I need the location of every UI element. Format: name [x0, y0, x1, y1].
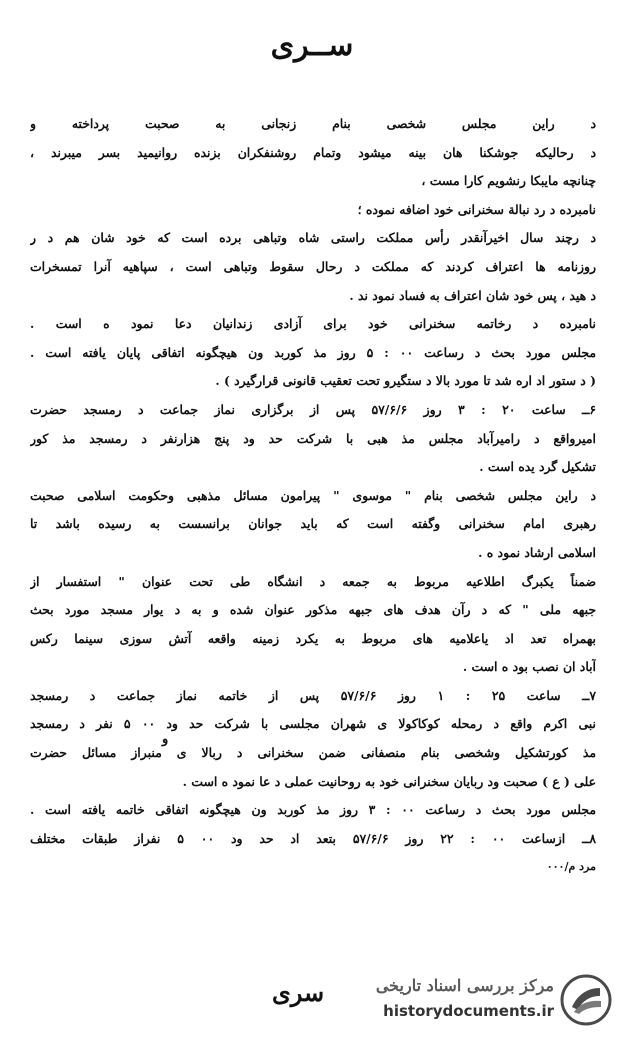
- text-line: د راین مجلس شخصی بنام زنجانی به صحبت پرداخته و: [30, 116, 596, 131]
- text-line: ( د ستور اد اره شد تا مورد بالا د ستگیرو تحت تعقیب قانونی قرارگیرد ) .: [215, 373, 596, 389]
- book-emblem-icon: [560, 974, 612, 1026]
- text-line: امیرواقع د رامیرآباد مجلس مذ هبی با شرکت حد ود پنج هزارنفر د رمسجد مذ کور: [30, 430, 596, 446]
- text-line: ۶ــ ساعت ۲۰ : ۳ روز ۵۷/۶/۶ پس از برگزاری نماز جماعت د رمسجد حضرت: [30, 401, 596, 417]
- text-line: مجلس مورد بحث د رساعت ۰۰ : ۳ روز مذ کوربد ون هیچگونه اتفاقی خاتمه یافته است .: [30, 802, 596, 818]
- text-line: د رچند سال اخیرآنقدر رأس مملکت راستی شاه وتباهی برده است که خود شان هم د ر: [30, 230, 596, 246]
- text-line: روزنامه ها اعتراف کردند که مملکت د رحال سقوط وتباهی است ، سپاهیه آنرا تمسخرات: [30, 258, 596, 274]
- text-line: آباد ان نصب بود ه است .: [462, 659, 596, 675]
- text-line: چنانچه مایبکا رنشویم کارا مست ،: [421, 173, 596, 189]
- text-line: مذ کورتشکیل وشخصی بنام منصفانی ضمن سخنرانی د ربالا ی منبراز مسائل حضرت: [30, 745, 596, 761]
- text-line: اسلامی ارشاد نمود ه .: [478, 544, 596, 560]
- text-line: نامبرده د رد نبالة سخنرانی خود اضافه نموده ؛: [357, 201, 596, 217]
- text-line: جبهه ملی " که د رآن هدف های جبهه مذکور عنوان شده و به د یوار مسجد مورد بحث: [30, 602, 596, 618]
- text-line: د هید ، پس خود شان اعتراف به فساد نمود ند .: [349, 287, 596, 303]
- archive-watermark: [342, 972, 612, 1028]
- text-line: د رحالیکه جوشکنا هان بینه میشود وتمام روشنفکران بزنده روانیمید بسر میبرند ،: [30, 144, 596, 160]
- text-line: د راین مجلس شخصی بنام " موسوی " پیرامون مسائل مذهبی وحکومت اسلامی صحبت: [30, 487, 596, 503]
- document-body: [30, 110, 596, 882]
- classification-header: ســری: [270, 28, 354, 63]
- text-line: مرد م/۰۰۰: [546, 860, 596, 874]
- text-line: ضمناً یکبرگ اطلاعیه مربوط به جمعه د انشگاه طی تحت عنوان " استفسار از: [30, 573, 596, 589]
- text-line: ۸ــ ازساعت ۰۰ : ۲۲ روز ۵۷/۶/۶ بتعد اد حد ود ۰۰ ۵ نفراز طبقات مختلف: [30, 830, 596, 846]
- text-line: بهمراه تعد اد یاعلامیه های مربوط به یکرد زمینه واقعه آتش سوزی سینما رکس: [30, 630, 596, 646]
- watermark-text-fa: مرکز بررسی اسناد تاریخی: [375, 976, 554, 995]
- text-line: نامبرده د رخاتمه سخنرانی خود برای آزادی زندانیان دعا نمود ه است .: [30, 316, 596, 332]
- text-line: علی ( ع ) صحبت ود ربایان سخنرانی خود به روحانیت عملی د عا نمود ه است .: [182, 773, 596, 789]
- classification-footer: سری: [272, 978, 325, 1007]
- text-line: رهبری امام سخنرانی وگفته است که باید جوانان برانسست به رسیده باشد تا: [30, 516, 596, 532]
- text-line: ۷ــ ساعت ۲۵ : ۱ روز ۵۷/۶/۶ پس از خاتمه نماز جماعت د رمسجد: [30, 687, 596, 703]
- text-line: مجلس مورد بحث د رساعت ۰۰ : ۵ روز مذ کوربد ون هیچگونه اتفاقی پایان یافته است .: [30, 344, 596, 360]
- text-line: تشکیل گرد یده است .: [479, 459, 596, 475]
- stray-mark: و: [162, 732, 169, 747]
- text-line: نبی اکرم واقع د رمحله کوکاکولا ی شهران مجلسی با شرکت حد ود ۰۰ ۵ نفر د رمسجد: [30, 716, 596, 732]
- watermark-text-en: historydocuments.ir: [383, 1002, 554, 1020]
